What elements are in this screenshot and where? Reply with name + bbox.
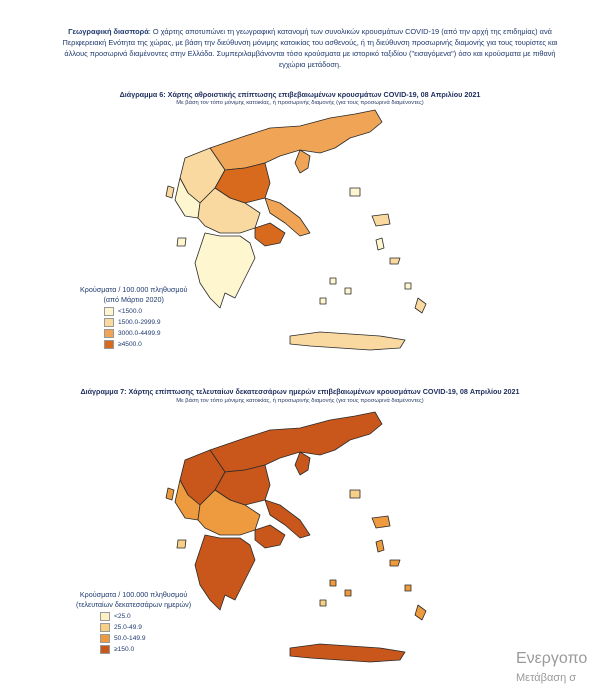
island-cyclades-1	[330, 278, 336, 284]
island-corfu	[166, 186, 174, 198]
legend-swatch	[100, 634, 110, 643]
legend-swatch	[104, 318, 114, 327]
island-samos	[390, 560, 400, 566]
legend-swatch	[100, 623, 110, 632]
island-dodecanese	[405, 585, 411, 591]
legend-swatch	[100, 612, 110, 621]
region-attica	[255, 525, 285, 548]
region-peloponnese	[195, 535, 255, 610]
legend-swatch	[100, 645, 110, 654]
figure6-legend-item: 1500.0-2999.9	[104, 318, 187, 327]
figure7-legend-item: ≥150.0	[100, 645, 191, 654]
region-attica	[255, 223, 285, 246]
island-rhodes	[415, 298, 426, 313]
region-peloponnese	[195, 233, 255, 308]
island-chios	[376, 540, 384, 552]
figure6-legend-item: ≥4500.0	[104, 340, 187, 349]
island-rhodes	[415, 605, 426, 620]
island-cyclades-1	[330, 580, 336, 586]
figure7-legend-item: 25.0-49.9	[100, 623, 191, 632]
figure6-subtitle: Με βάση τον τόπο μόνιμης κατοικίας, ή προσωρινής διαμονής (για τους προσωρινά διαμένοντες)	[176, 100, 424, 106]
island-crete	[290, 644, 405, 662]
legend-swatch	[104, 340, 114, 349]
activation-watermark-sub: Μετάβαση σ	[516, 672, 577, 684]
figure7-legend-item: 50.0-149.9	[100, 634, 191, 643]
island-cyclades-2	[345, 590, 351, 596]
figure7-subtitle: Με βάση τον τόπο μόνιμης κατοικίας, ή προσωρινής διαμονής (για τους προσωρινά διαμένοντες)	[176, 398, 424, 404]
figure6-map	[150, 108, 450, 358]
island-lemnos	[350, 188, 360, 196]
island-cyclades-2	[345, 288, 351, 294]
figure6-legend-title-2: (από Μάρτιο 2020)	[103, 295, 164, 304]
figure6-legend	[80, 285, 187, 349]
figure7-legend-title-1: Κρούσματα / 100.000 πληθυσμού	[79, 590, 188, 599]
island-lemnos	[350, 490, 360, 498]
island-chios	[376, 238, 384, 250]
legend-swatch	[104, 329, 114, 338]
figure6-legend-item: 3000.0-4499.9	[104, 329, 187, 338]
island-cyclades-3	[320, 298, 326, 304]
intro-paragraph	[60, 26, 560, 70]
island-dodecanese	[405, 283, 411, 289]
island-lesvos	[372, 516, 390, 528]
figure7-legend-title-2: (τελευταίων δεκατεσσάρων ημερών)	[76, 600, 192, 609]
figure6-legend-title-1: Κρούσματα / 100.000 πληθυσμού	[80, 285, 188, 294]
island-cyclades-3	[320, 600, 326, 606]
island-crete	[290, 332, 405, 350]
figure7-title: Διάγραμμα 7: Χάρτης επίπτωσης τελευταίων δεκατεσσάρων ημερών επιβεβαιωμένων κρουσμάτων COVID-19, 08 Απριλίου 2021	[80, 387, 520, 396]
region-chalkidiki	[295, 452, 310, 475]
figure6-title: Διάγραμμα 6: Χάρτης αθροιστικής επίπτωσης επιβεβαιωμένων κρουσμάτων COVID-19, 08 Απριλίου 2021	[119, 90, 481, 99]
figure7-legend	[76, 590, 191, 654]
activation-watermark: Ενεργοπο	[516, 650, 588, 667]
island-samos	[390, 258, 400, 264]
figure6-legend-item: <1500.0	[104, 307, 187, 316]
figure7-legend-item: <25.0	[100, 612, 191, 621]
figure7-map	[150, 410, 450, 670]
island-kefalonia	[177, 238, 186, 246]
intro-lead: Γεωγραφική διασπορά	[68, 27, 149, 36]
island-lesvos	[372, 214, 390, 226]
region-chalkidiki	[295, 150, 310, 173]
island-corfu	[166, 488, 174, 500]
island-kefalonia	[177, 540, 186, 548]
intro-text: : Ο χάρτης αποτυπώνει τη γεωγραφική κατανομή των συνολικών κρουσμάτων COVID-19 (από την αρχή της επιδημίας) ανά Περιφερειακή Ενότητα της χώρας, με βάση την διεύθυνση μόνιμης κατοικίας του ασθενούς, ή τη διεύθυνση προσωρινής διαμονής για τους τουρίστες και άλλους προσωρινά διαμένοντες στην Ελλάδα. Συμπεριλαμβάνονται τόσο κρούσματα με ιστορικό ταξιδίου ("εισαγόμενα") όσο και κρούσματα με πιθανή εγχώρια μετάδοση.	[62, 27, 558, 69]
legend-swatch	[104, 307, 114, 316]
